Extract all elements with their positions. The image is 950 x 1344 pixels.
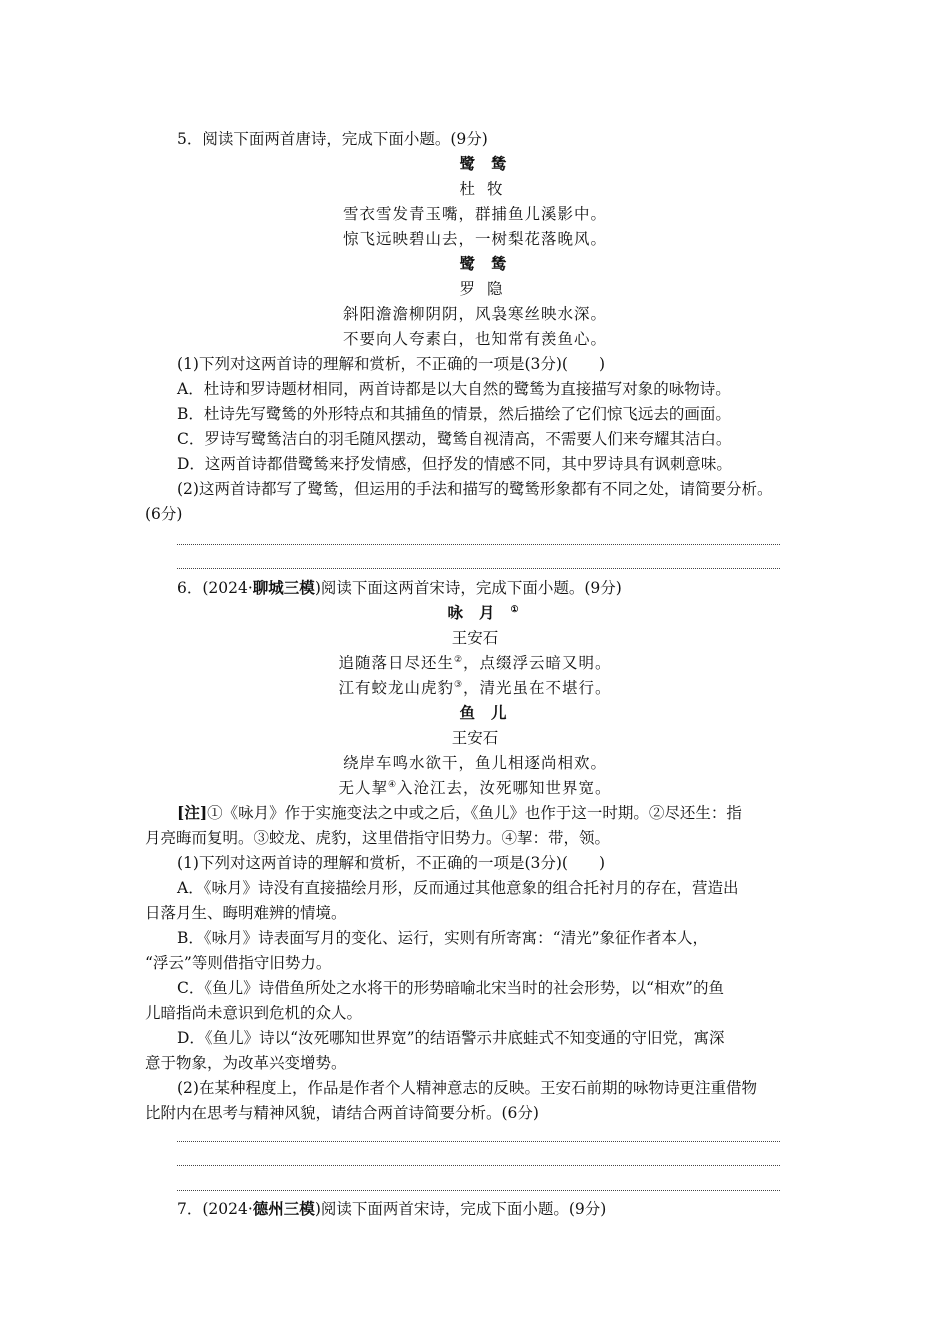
q7-stem [177,1198,606,1220]
q6-sub1: (1)下列对这两首诗的理解和赏析，不正确的一项是(3分)( ) [177,854,606,872]
q5-poem1-line1: 雪衣雪发青玉嘴，群捕鱼儿溪影中。 [342,205,607,223]
q6-option-c-line2: 儿暗指尚未意识到危机的众人。 [145,1004,363,1022]
q6-source: 聊城三模 [252,578,315,597]
q6-option-a-line2: 日落月生、晦明难辨的情境。 [145,904,347,922]
q7-stem-text: )阅读下面两首宋诗，完成下面小题。(9分) [314,1200,607,1218]
q6-poem1-title: 咏月① [447,603,535,622]
q6-note-line2: 月亮晦而复明。③蛟龙、虎豹，这里借指守旧势力。④挈：带，领。 [145,829,611,847]
q6-poem1-author: 王安石 [451,629,499,647]
q6-note-tag: [注] [177,803,208,822]
q5-poem1-line2: 惊飞远映碧山去，一树梨花落晚风。 [342,230,607,248]
q6-sub2-line1: (2)在某种程度上，作品是作者个人精神意志的反映。王安石前期的咏物诗更注重借物 [177,1079,757,1097]
q5-poem2-line2: 不要向人夸素白，也知常有羡鱼心。 [342,330,607,348]
q7-number: 7．(2024· [177,1200,253,1218]
q5-option-d: D．这两首诗都借鹭鸶来抒发情感，但抒发的情感不同，其中罗诗具有讽刺意味。 [177,455,732,473]
q5-sub2-line2: (6分) [145,505,183,523]
q5-poem1-title: 鹭鸶 [459,154,523,173]
q6-poem1-line1: 追随落日尽还生②，点缀浮云暗又明。 [338,654,612,672]
q5-option-b: B．杜诗先写鹭鸶的外形特点和其捕鱼的情景，然后描绘了它们惊飞远去的画面。 [177,405,731,423]
q5-poem2-title: 鹭鸶 [459,254,523,273]
q6-option-b-line2: “浮云”等则借指守旧势力。 [145,954,332,972]
q6-answer-line-3[interactable] [177,1190,780,1191]
q5-answer-line-1[interactable] [177,544,780,545]
q5-sub1: (1)下列对这两首诗的理解和赏析，不正确的一项是(3分)( ) [177,355,606,373]
q6-option-c-line1: C．《鱼儿》诗借鱼所处之水将干的形势暗喻北宋当时的社会形势，以“相欢”的鱼 [177,979,724,997]
q6-poem2-line1: 绕岸车鸣水欲干，鱼儿相逐尚相欢。 [342,754,607,772]
q6-option-d-line1: D．《鱼儿》诗以“汝死哪知世界宽”的结语警示井底蛙式不知变通的守旧党，寓深 [177,1029,725,1047]
q6-stem-text: )阅读下面这两首宋诗，完成下面小题。(9分) [314,579,622,597]
q5-poem2-author: 罗隐 [459,280,515,298]
q6-poem2-title: 鱼儿 [459,703,523,722]
q6-poem1-line2: 江有蛟龙山虎豹③，清光虽在不堪行。 [338,679,612,697]
q6-sub2-line2: 比附内在思考与精神风貌，请结合两首诗简要分析。(6分) [145,1104,539,1122]
q6-poem2-author: 王安石 [451,729,499,747]
q5-answer-line-2[interactable] [177,568,780,569]
q6-option-d-line2: 意于物象，为改革兴变增势。 [145,1054,347,1072]
q6-poem2-line2: 无人挈④入沧江去，汝死哪知世界宽。 [338,779,612,797]
q6-poem1-title-note: ① [510,605,535,615]
q5-sub2-line1: (2)这两首诗都写了鹭鸶，但运用的手法和描写的鹭鸶形象都有不同之处，请简要分析。 [177,480,773,498]
q6-answer-line-2[interactable] [177,1165,780,1166]
q6-option-b-line1: B．《咏月》诗表面写月的变化、运行，实则有所寄寓：“清光”象征作者本人， [177,929,708,947]
q5-option-a: A．杜诗和罗诗题材相同，两首诗都是以大自然的鹭鸶为直接描写对象的咏物诗。 [177,380,731,398]
q5-option-c: C．罗诗写鹭鸶洁白的羽毛随风摆动，鹭鸶自视清高，不需要人们来夸耀其洁白。 [177,430,732,448]
q6-note-line1: [注]①《咏月》作于实施变法之中或之后，《鱼儿》也作于这一时期。②尽还生：指 [177,803,742,822]
q5-poem2-line1: 斜阳澹澹柳阴阴，风袅寒丝映水深。 [342,305,607,323]
q6-answer-line-1[interactable] [177,1141,780,1142]
q5-stem: 5．阅读下面两首唐诗，完成下面小题。(9分) [177,130,488,148]
q6-stem [177,577,622,599]
q6-option-a-line1: A．《咏月》诗没有直接描绘月形，反而通过其他意象的组合托衬月的存在，营造出 [177,879,739,897]
q6-number: 6．(2024· [177,579,253,597]
q5-poem1-author: 杜牧 [459,180,515,198]
q7-source: 德州三模 [252,1199,315,1218]
